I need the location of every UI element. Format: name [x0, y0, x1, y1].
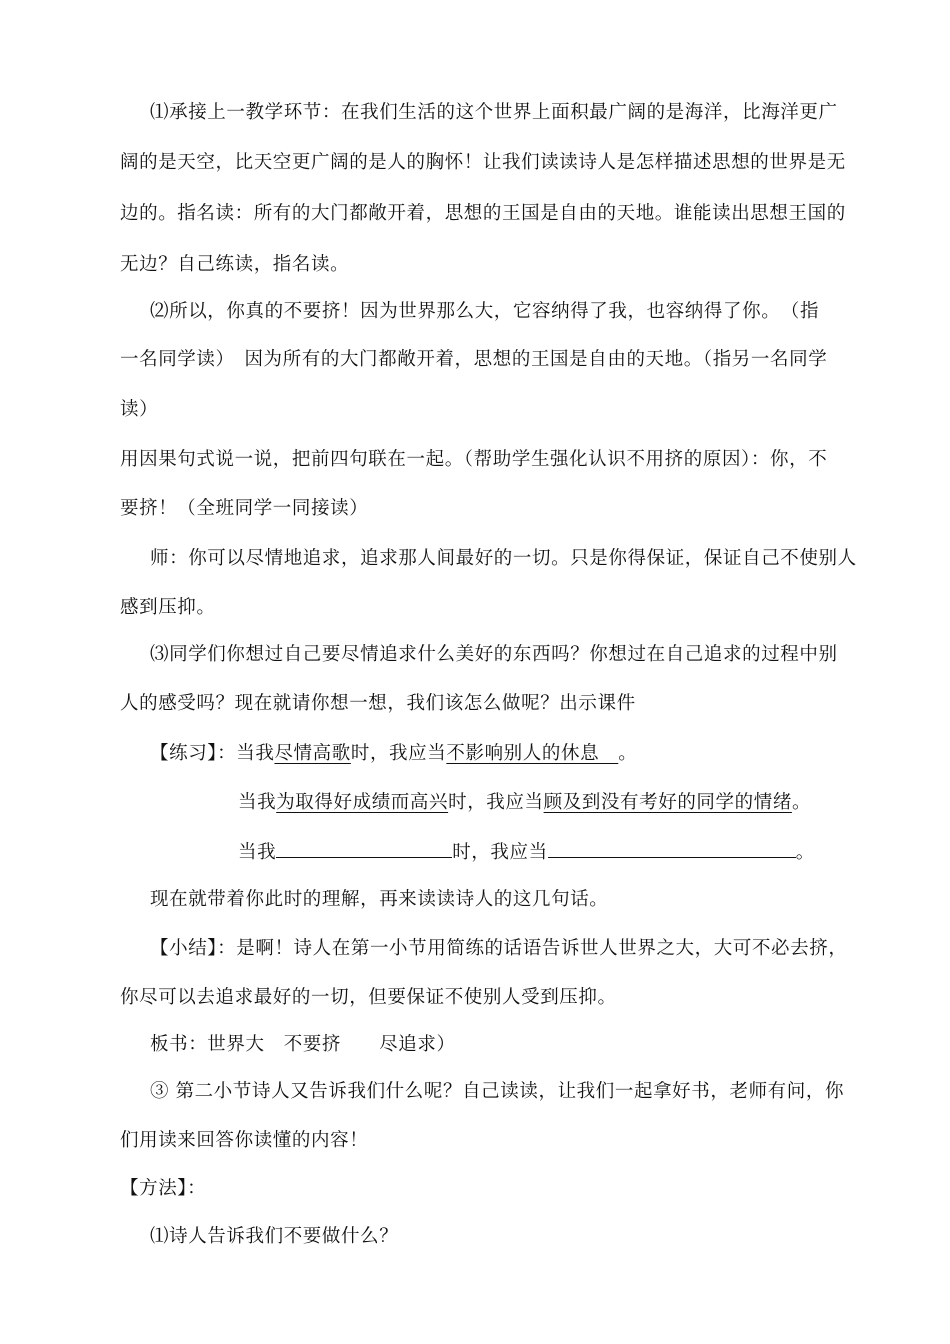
exercise-answer: 尽情高歌 [274, 743, 351, 764]
fill-in-blank[interactable] [276, 839, 452, 858]
paragraph-4-line-2: 感到压抑。 [120, 597, 216, 618]
exercise-line-2 [238, 790, 950, 816]
paragraph-4-line-1: 师：你可以尽情地追求，追求那人间最好的一切。只是你得保证，保证自己不使别人 [150, 548, 857, 569]
exercise-text: 当我 [238, 842, 277, 863]
paragraph-6: 现在就带着你此时的理解，再来读读诗人的这几句话。 [150, 889, 609, 910]
fill-in-blank[interactable] [548, 839, 796, 858]
summary-line-1: 【小结】：是啊！诗人在第一小节用简练的话语告诉世人世界之大，大可不必去挤， [150, 938, 848, 959]
paragraph-5-line-1: ⑶同学们你想过自己要尽情追求什么美好的东西吗？你想过在自己追求的过程中别 [150, 644, 838, 665]
paragraph-3-line-1: 用因果句式说一说，把前四句联在一起。（帮助学生强化认识不用挤的原因）：你，不 [120, 449, 828, 470]
exercise-text: 当我 [238, 792, 277, 813]
exercise-answer: 不影响别人的休息 [446, 743, 619, 764]
exercise-text: 。 [791, 792, 812, 813]
question-1: ⑴诗人告诉我们不要做什么？ [150, 1226, 399, 1247]
exercise-line-3 [238, 839, 950, 866]
paragraph-7-line-1: ③ 第二小节诗人又告诉我们什么呢？自己读读，让我们一起拿好书，老师有问，你 [150, 1081, 845, 1102]
exercise-line-1 [150, 741, 890, 767]
paragraph-2-line-1: ⑵所以，你真的不要挤！因为世界那么大，它容纳得了我，也容纳得了你。 （指 [150, 301, 820, 322]
paragraph-7-line-2: 们用读来回答你读懂的内容！ [120, 1130, 369, 1151]
exercise-label: 【练习】：当我 [150, 743, 275, 764]
exercise-answer: 为取得好成绩而高兴 [276, 792, 449, 813]
summary-line-2: 你尽可以去追求最好的一切，但要保证不使别人受到压抑。 [120, 987, 617, 1008]
exercise-text: 时，我应当 [452, 842, 548, 863]
exercise-text: 时，我应当 [448, 792, 544, 813]
exercise-answer: 顾及到没有考好的同学的情绪 [543, 792, 792, 813]
exercise-text: 时，我应当 [350, 743, 447, 764]
exercise-text: 。 [795, 842, 815, 863]
paragraph-3-line-2: 要挤！（全班同学一同接读） [120, 498, 369, 519]
paragraph-1-line-4: 无边？自己练读，指名读。 [120, 254, 350, 275]
paragraph-2-line-2: 一名同学读） 因为所有的大门都敞开着，思想的王国是自由的天地。（指另一名同学 [120, 349, 828, 370]
method-heading: 【方法】： [120, 1178, 207, 1199]
paragraph-1-line-3: 边的。指名读：所有的大门都敞开着，思想的王国是自由的天地。谁能读出思想王国的 [120, 203, 846, 224]
paragraph-2-line-3: 读） [120, 399, 159, 420]
paragraph-5-line-2: 人的感受吗？现在就请你想一想，我们该怎么做呢？出示课件 [120, 693, 636, 714]
board-writing: 板书：世界大 不要挤 尽追求） [150, 1034, 456, 1055]
paragraph-1-line-2: 阔的是天空，比天空更广阔的是人的胸怀！让我们读读诗人是怎样描述思想的世界是无 [120, 152, 846, 173]
exercise-text: 。 [618, 743, 638, 764]
paragraph-1-line-1: ⑴承接上一教学环节：在我们生活的这个世界上面积最广阔的是海洋，比海洋更广 [150, 102, 838, 123]
